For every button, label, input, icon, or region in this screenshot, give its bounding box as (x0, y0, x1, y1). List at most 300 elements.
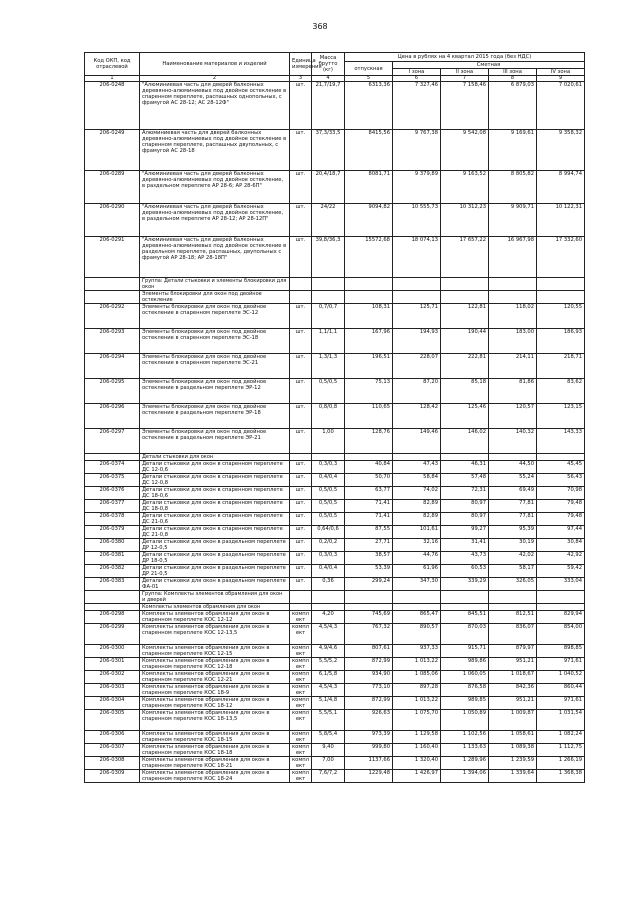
header-zone-2: II зона (441, 69, 489, 76)
cell-release-price: 926,63 (345, 710, 393, 731)
cell-mass: 0,2/0,2 (312, 539, 345, 552)
cell-zone3-price: 30,19 (489, 539, 537, 552)
header-zone-4: IV зона (537, 69, 585, 76)
cell-zone2-price: 1 050,89 (441, 710, 489, 731)
cell-name: Комплекты элементов обрамления для окон в спаренном переплете КОС 12-13,5 (140, 624, 290, 645)
cell-name: Элементы блокировки для окон под двойное остекление в спаренном переплете ЭС-21 (140, 354, 290, 379)
cell-mass: 0,5/0,5 (312, 379, 345, 404)
cell-zone2-price: 845,51 (441, 611, 489, 624)
cell-name: Комплекты элементов обрамления для окон в спаренном переплете КОС 18-9 (140, 684, 290, 697)
cell-code: 206-0375 (85, 474, 140, 487)
cell-zone1-price: 61,96 (393, 565, 441, 578)
cell-release-price: 999,80 (345, 744, 393, 757)
cell-zone3-price: 9 169,61 (489, 130, 537, 171)
cell-release-price: 40,84 (345, 461, 393, 474)
cell-zone1-price: 74,02 (393, 487, 441, 500)
cell-name: Элементы блокировки для окон под двойное остекление в раздельном переплете ЭР-12 (140, 379, 290, 404)
cell-zone1-price: 890,57 (393, 624, 441, 645)
cell-zone3-price: 183,00 (489, 329, 537, 354)
cell-zone4-price: 30,84 (537, 539, 585, 552)
group-code-cell (85, 278, 140, 291)
cell-release-price: 8415,56 (345, 130, 393, 171)
cell-zone4-price: 1 040,52 (537, 671, 585, 684)
cell-zone1-price: 865,47 (393, 611, 441, 624)
cell-unit: шт. (290, 204, 312, 237)
cell-code: 206-0289 (85, 171, 140, 204)
cell-zone1-price: 10 555,73 (393, 204, 441, 237)
column-number: 9 (537, 76, 585, 82)
cell-name: Элементы блокировки для окон под двойное остекление в раздельном переплете ЭР-18 (140, 404, 290, 429)
table-row (85, 684, 585, 697)
cell-mass: 5,5/5,2 (312, 658, 345, 671)
cell-zone1-price: 897,28 (393, 684, 441, 697)
empty-cell (345, 591, 393, 604)
cell-zone4-price: 1 266,19 (537, 757, 585, 770)
cell-zone2-price: 1 289,96 (441, 757, 489, 770)
cell-zone4-price: 143,33 (537, 429, 585, 454)
cell-name: Комплекты элементов обрамления для окон в спаренном переплете КОС 12-12 (140, 611, 290, 624)
column-number: 2 (140, 76, 290, 82)
cell-unit: шт. (290, 329, 312, 354)
cell-code: 206-0305 (85, 710, 140, 731)
group-row (85, 591, 585, 604)
cell-code: 206-0297 (85, 429, 140, 454)
cell-mass: 0,4/0,4 (312, 474, 345, 487)
cell-mass: 5,5/5,1 (312, 710, 345, 731)
cell-zone4-price: 829,94 (537, 611, 585, 624)
cell-release-price: 15572,68 (345, 237, 393, 278)
cell-zone1-price: 1 426,97 (393, 770, 441, 783)
cell-release-price: 53,39 (345, 565, 393, 578)
column-number: 7 (441, 76, 489, 82)
cell-mass: 1,1/1,1 (312, 329, 345, 354)
empty-cell (537, 454, 585, 461)
table-row (85, 237, 585, 278)
cell-code: 206-0306 (85, 731, 140, 744)
cell-release-price: 9094,82 (345, 204, 393, 237)
cell-unit: компл ект (290, 770, 312, 783)
cell-code: 206-0380 (85, 539, 140, 552)
cell-zone4-price: 120,55 (537, 304, 585, 329)
cell-mass: 4,20 (312, 611, 345, 624)
cell-zone1-price: 125,71 (393, 304, 441, 329)
cell-zone3-price: 951,21 (489, 658, 537, 671)
group-row (85, 454, 585, 461)
cell-zone2-price: 85,18 (441, 379, 489, 404)
cell-mass: 0,3/0,3 (312, 552, 345, 565)
cell-zone2-price: 17 657,22 (441, 237, 489, 278)
cell-zone2-price: 190,44 (441, 329, 489, 354)
cell-mass: 7,00 (312, 757, 345, 770)
cell-zone2-price: 146,02 (441, 429, 489, 454)
cell-zone3-price: 140,32 (489, 429, 537, 454)
cell-zone2-price: 1 060,05 (441, 671, 489, 684)
cell-zone2-price: 72,31 (441, 487, 489, 500)
header-price-title: Цена в рублях на 4 квартал 2015 года (без НДС) (345, 53, 585, 62)
group-title: Комплекты элементов обрамления для окон (140, 604, 290, 611)
empty-cell (441, 591, 489, 604)
cell-zone2-price: 46,31 (441, 461, 489, 474)
empty-cell (312, 278, 345, 291)
table-row (85, 697, 585, 710)
cell-zone4-price: 9 358,32 (537, 130, 585, 171)
cell-zone2-price: 80,97 (441, 513, 489, 526)
cell-zone3-price: 1 058,61 (489, 731, 537, 744)
cell-unit: компл ект (290, 671, 312, 684)
header-estimate: Сметная (393, 62, 585, 69)
cell-code: 206-0291 (85, 237, 140, 278)
cell-release-price: 27,71 (345, 539, 393, 552)
cell-zone4-price: 59,42 (537, 565, 585, 578)
group-title: Группа: Детали стыковки и элементы блокировки для окон (140, 278, 290, 291)
empty-cell (312, 591, 345, 604)
cell-code: 206-0299 (85, 624, 140, 645)
cell-unit: компл ект (290, 744, 312, 757)
cell-unit: шт. (290, 578, 312, 591)
cell-zone4-price: 83,62 (537, 379, 585, 404)
cell-name: Детали стыковки для окон в раздельном переплете ДР 21-0,5 (140, 565, 290, 578)
cell-mass: 0,5/0,5 (312, 487, 345, 500)
cell-code: 206-0293 (85, 329, 140, 354)
cell-code: 206-0300 (85, 645, 140, 658)
cell-zone1-price: 128,42 (393, 404, 441, 429)
cell-zone2-price: 915,71 (441, 645, 489, 658)
cell-zone4-price: 56,43 (537, 474, 585, 487)
cell-unit: шт. (290, 487, 312, 500)
cell-zone1-price: 1 160,40 (393, 744, 441, 757)
cell-zone3-price: 214,11 (489, 354, 537, 379)
cell-zone4-price: 45,45 (537, 461, 585, 474)
cell-unit: шт. (290, 500, 312, 513)
cell-zone3-price: 16 967,98 (489, 237, 537, 278)
cell-zone3-price: 42,02 (489, 552, 537, 565)
cell-zone2-price: 870,03 (441, 624, 489, 645)
cell-mass: 6,1/5,8 (312, 671, 345, 684)
empty-cell (312, 454, 345, 461)
cell-name: Детали стыковки для окон в спаренном переплете ДС 12-0,6 (140, 461, 290, 474)
cell-zone3-price: 6 879,03 (489, 82, 537, 130)
cell-unit: шт. (290, 82, 312, 130)
cell-unit: компл ект (290, 658, 312, 671)
cell-zone3-price: 326,05 (489, 578, 537, 591)
table-row (85, 770, 585, 783)
cell-zone3-price: 8 805,82 (489, 171, 537, 204)
cell-zone1-price: 1 320,40 (393, 757, 441, 770)
cell-zone3-price: 879,97 (489, 645, 537, 658)
cell-release-price: 934,90 (345, 671, 393, 684)
group-code-cell (85, 604, 140, 611)
cell-unit: компл ект (290, 710, 312, 731)
cell-code: 206-0295 (85, 379, 140, 404)
cell-release-price: 75,13 (345, 379, 393, 404)
cell-zone2-price: 1 102,56 (441, 731, 489, 744)
empty-cell (537, 278, 585, 291)
cell-zone3-price: 44,50 (489, 461, 537, 474)
cell-release-price: 167,96 (345, 329, 393, 354)
table-row (85, 204, 585, 237)
cell-code: 206-0302 (85, 671, 140, 684)
cell-release-price: 773,10 (345, 684, 393, 697)
cell-zone1-price: 87,20 (393, 379, 441, 404)
cell-zone4-price: 70,98 (537, 487, 585, 500)
cell-zone2-price: 1 133,63 (441, 744, 489, 757)
cell-zone2-price: 80,97 (441, 500, 489, 513)
cell-unit: шт. (290, 565, 312, 578)
table-row (85, 474, 585, 487)
header-name: Наименование материалов и изделий (140, 53, 290, 76)
page-number: 368 (312, 22, 328, 31)
cell-name: "Алюминиевая часть для дверей балконных деревянно-алюминиевых под двойное остекление, в раздельном переплете АР 28-6; АР 28-6П" (140, 171, 290, 204)
table-row (85, 565, 585, 578)
cell-code: 206-0298 (85, 611, 140, 624)
table-row (85, 744, 585, 757)
table-row (85, 429, 585, 454)
header-unit: Единица измерения (290, 53, 312, 76)
cell-zone1-price: 82,89 (393, 513, 441, 526)
cell-zone1-price: 44,76 (393, 552, 441, 565)
cell-zone3-price: 812,51 (489, 611, 537, 624)
empty-cell (345, 291, 393, 304)
cell-release-price: 973,39 (345, 731, 393, 744)
empty-cell (537, 591, 585, 604)
cell-name: Комплекты элементов обрамления для окон в спаренном переплете КОС 18-21 (140, 757, 290, 770)
cell-unit: шт. (290, 552, 312, 565)
table-row (85, 624, 585, 645)
cell-unit: компл ект (290, 611, 312, 624)
group-row (85, 278, 585, 291)
empty-cell (393, 454, 441, 461)
empty-cell (489, 591, 537, 604)
cell-unit: компл ект (290, 645, 312, 658)
cell-zone3-price: 1 239,59 (489, 757, 537, 770)
cell-release-price: 110,65 (345, 404, 393, 429)
cell-code: 206-0296 (85, 404, 140, 429)
cell-release-price: 128,76 (345, 429, 393, 454)
cell-zone4-price: 1 368,38 (537, 770, 585, 783)
cell-name: Детали стыковки для окон в раздельном переплете ДР 12-0,5 (140, 539, 290, 552)
cell-release-price: 71,41 (345, 500, 393, 513)
cell-zone4-price: 971,61 (537, 697, 585, 710)
cell-zone2-price: 122,81 (441, 304, 489, 329)
cell-zone4-price: 1 082,24 (537, 731, 585, 744)
cell-zone4-price: 218,71 (537, 354, 585, 379)
cell-zone3-price: 842,36 (489, 684, 537, 697)
table-row (85, 130, 585, 171)
cell-zone3-price: 9 909,71 (489, 204, 537, 237)
cell-code: 206-0304 (85, 697, 140, 710)
cell-code: 206-0292 (85, 304, 140, 329)
group-code-cell (85, 591, 140, 604)
cell-code: 206-0382 (85, 565, 140, 578)
cell-zone4-price: 10 122,31 (537, 204, 585, 237)
cell-mass: 9,40 (312, 744, 345, 757)
cell-zone1-price: 101,61 (393, 526, 441, 539)
cell-zone2-price: 222,81 (441, 354, 489, 379)
column-number: 4 (312, 76, 345, 82)
cell-release-price: 71,41 (345, 513, 393, 526)
cell-mass: 5,1/4,8 (312, 697, 345, 710)
cell-zone3-price: 1 018,67 (489, 671, 537, 684)
empty-cell (537, 604, 585, 611)
cell-release-price: 38,57 (345, 552, 393, 565)
cell-zone2-price: 989,85 (441, 697, 489, 710)
cell-zone1-price: 194,93 (393, 329, 441, 354)
cell-code: 206-0309 (85, 770, 140, 783)
cell-unit: шт. (290, 461, 312, 474)
empty-cell (441, 454, 489, 461)
cell-name: Комплекты элементов обрамления для окон в спаренном переплете КОС 12-15 (140, 645, 290, 658)
group-row (85, 291, 585, 304)
group-title: Элементы блокировки для окон под двойное остекление (140, 291, 290, 304)
cell-release-price: 745,69 (345, 611, 393, 624)
cell-mass: 5,8/5,4 (312, 731, 345, 744)
cell-zone3-price: 1 009,87 (489, 710, 537, 731)
column-number: 5 (345, 76, 393, 82)
table-row (85, 539, 585, 552)
table-row (85, 671, 585, 684)
cell-code: 206-0381 (85, 552, 140, 565)
cell-name: Комплекты элементов обрамления для окон в спаренном переплете КОС 18-15 (140, 731, 290, 744)
cell-zone1-price: 1 129,58 (393, 731, 441, 744)
cell-name: Комплекты элементов обрамления для окон в спаренном переплете КОС 18-13,5 (140, 710, 290, 731)
cell-zone1-price: 1 075,70 (393, 710, 441, 731)
table-body (85, 82, 585, 783)
cell-zone1-price: 1 085,06 (393, 671, 441, 684)
cell-unit: шт. (290, 539, 312, 552)
empty-cell (312, 291, 345, 304)
cell-zone2-price: 876,58 (441, 684, 489, 697)
cell-unit: компл ект (290, 697, 312, 710)
table-row (85, 578, 585, 591)
cell-zone1-price: 9 379,89 (393, 171, 441, 204)
cell-code: 206-0376 (85, 487, 140, 500)
cell-zone4-price: 123,15 (537, 404, 585, 429)
cell-zone1-price: 1 013,22 (393, 658, 441, 671)
cell-release-price: 299,24 (345, 578, 393, 591)
cell-zone1-price: 32,16 (393, 539, 441, 552)
cell-zone3-price: 69,49 (489, 487, 537, 500)
table-row (85, 757, 585, 770)
cell-zone4-price: 898,85 (537, 645, 585, 658)
cell-mass: 0,5/0,5 (312, 513, 345, 526)
cell-unit: шт. (290, 526, 312, 539)
cell-unit: шт. (290, 130, 312, 171)
cell-zone1-price: 347,30 (393, 578, 441, 591)
cell-release-price: 6313,36 (345, 82, 393, 130)
cell-zone1-price: 7 327,46 (393, 82, 441, 130)
cell-name: Элементы блокировки для окон под двойное остекление в раздельном переплете ЭР-21 (140, 429, 290, 454)
table-row (85, 82, 585, 130)
empty-cell (312, 604, 345, 611)
empty-cell (345, 454, 393, 461)
empty-cell (489, 278, 537, 291)
cell-mass: 0,7/0,7 (312, 304, 345, 329)
table-row (85, 658, 585, 671)
cell-zone3-price: 81,86 (489, 379, 537, 404)
cell-name: Алюминиевая часть для дверей балконных деревянно-алюминиевых под двойное остекление в спаренном переплете, распашных двупольных, с фрамугой АС 28-18 (140, 130, 290, 171)
cell-code: 206-0374 (85, 461, 140, 474)
empty-cell (393, 278, 441, 291)
cell-release-price: 87,55 (345, 526, 393, 539)
cell-name: Детали стыковки для окон в спаренном переплете ДС 21-0,8 (140, 526, 290, 539)
cell-code: 206-0379 (85, 526, 140, 539)
cell-mass: 0,8/0,8 (312, 404, 345, 429)
cell-zone4-price: 1 031,54 (537, 710, 585, 731)
cell-zone3-price: 77,81 (489, 500, 537, 513)
cell-zone4-price: 860,44 (537, 684, 585, 697)
empty-cell (290, 604, 312, 611)
cell-code: 206-0290 (85, 204, 140, 237)
cell-zone1-price: 149,46 (393, 429, 441, 454)
cell-name: Комплекты элементов обрамления для окон в спаренном переплете КОС 18-12 (140, 697, 290, 710)
empty-cell (489, 604, 537, 611)
cell-release-price: 8081,71 (345, 171, 393, 204)
cell-mass: 7,6/7,2 (312, 770, 345, 783)
column-number: 8 (489, 76, 537, 82)
cell-unit: компл ект (290, 731, 312, 744)
cell-zone2-price: 9 163,52 (441, 171, 489, 204)
cell-zone4-price: 854,00 (537, 624, 585, 645)
cell-zone2-price: 125,46 (441, 404, 489, 429)
group-code-cell (85, 454, 140, 461)
cell-zone1-price: 1 013,22 (393, 697, 441, 710)
cell-name: Детали стыковки для окон в спаренном переплете ДС 12-0,8 (140, 474, 290, 487)
empty-cell (345, 278, 393, 291)
cell-zone2-price: 9 542,08 (441, 130, 489, 171)
price-table (84, 52, 585, 783)
cell-zone4-price: 971,61 (537, 658, 585, 671)
cell-zone2-price: 57,48 (441, 474, 489, 487)
cell-release-price: 196,51 (345, 354, 393, 379)
cell-code: 206-0378 (85, 513, 140, 526)
column-number: 1 (85, 76, 140, 82)
table-row (85, 404, 585, 429)
cell-unit: шт. (290, 304, 312, 329)
cell-name: Элементы блокировки для окон под двойное остекление в спаренном переплете ЭС-18 (140, 329, 290, 354)
cell-release-price: 767,32 (345, 624, 393, 645)
cell-release-price: 1229,48 (345, 770, 393, 783)
cell-mass: 0,5/0,5 (312, 500, 345, 513)
cell-code: 206-0383 (85, 578, 140, 591)
empty-cell (290, 454, 312, 461)
table-row (85, 611, 585, 624)
cell-zone2-price: 989,86 (441, 658, 489, 671)
cell-name: Комплекты элементов обрамления для окон в спаренном переплете КОС 18-18 (140, 744, 290, 757)
table-row (85, 500, 585, 513)
cell-mass: 39,8/36,3 (312, 237, 345, 278)
table-row (85, 379, 585, 404)
table-row (85, 461, 585, 474)
cell-mass: 24/22 (312, 204, 345, 237)
group-title: Детали стыковки для окон (140, 454, 290, 461)
header-release: отпускная (345, 62, 393, 76)
cell-zone2-price: 31,41 (441, 539, 489, 552)
cell-mass: 0,4/0,4 (312, 565, 345, 578)
cell-name: Детали стыковки для окон в раздельном переплете ДР 18-0,5 (140, 552, 290, 565)
cell-zone3-price: 120,57 (489, 404, 537, 429)
table-row (85, 329, 585, 354)
cell-zone3-price: 58,17 (489, 565, 537, 578)
cell-name: Детали стыковки для окон в спаренном переплете ДС 18-0,6 (140, 487, 290, 500)
cell-mass: 0,64/0,6 (312, 526, 345, 539)
column-number: 6 (393, 76, 441, 82)
table-row (85, 304, 585, 329)
cell-zone3-price: 55,24 (489, 474, 537, 487)
cell-name: "Алюминиевая часть для дверей балконных деревянно-алюминиевых под двойное остекление в раздельном переплете, распашных, двупольных с фрамугой АР 28-18; АР 28-18П" (140, 237, 290, 278)
cell-zone4-price: 97,44 (537, 526, 585, 539)
cell-unit: шт. (290, 354, 312, 379)
cell-unit: шт. (290, 513, 312, 526)
